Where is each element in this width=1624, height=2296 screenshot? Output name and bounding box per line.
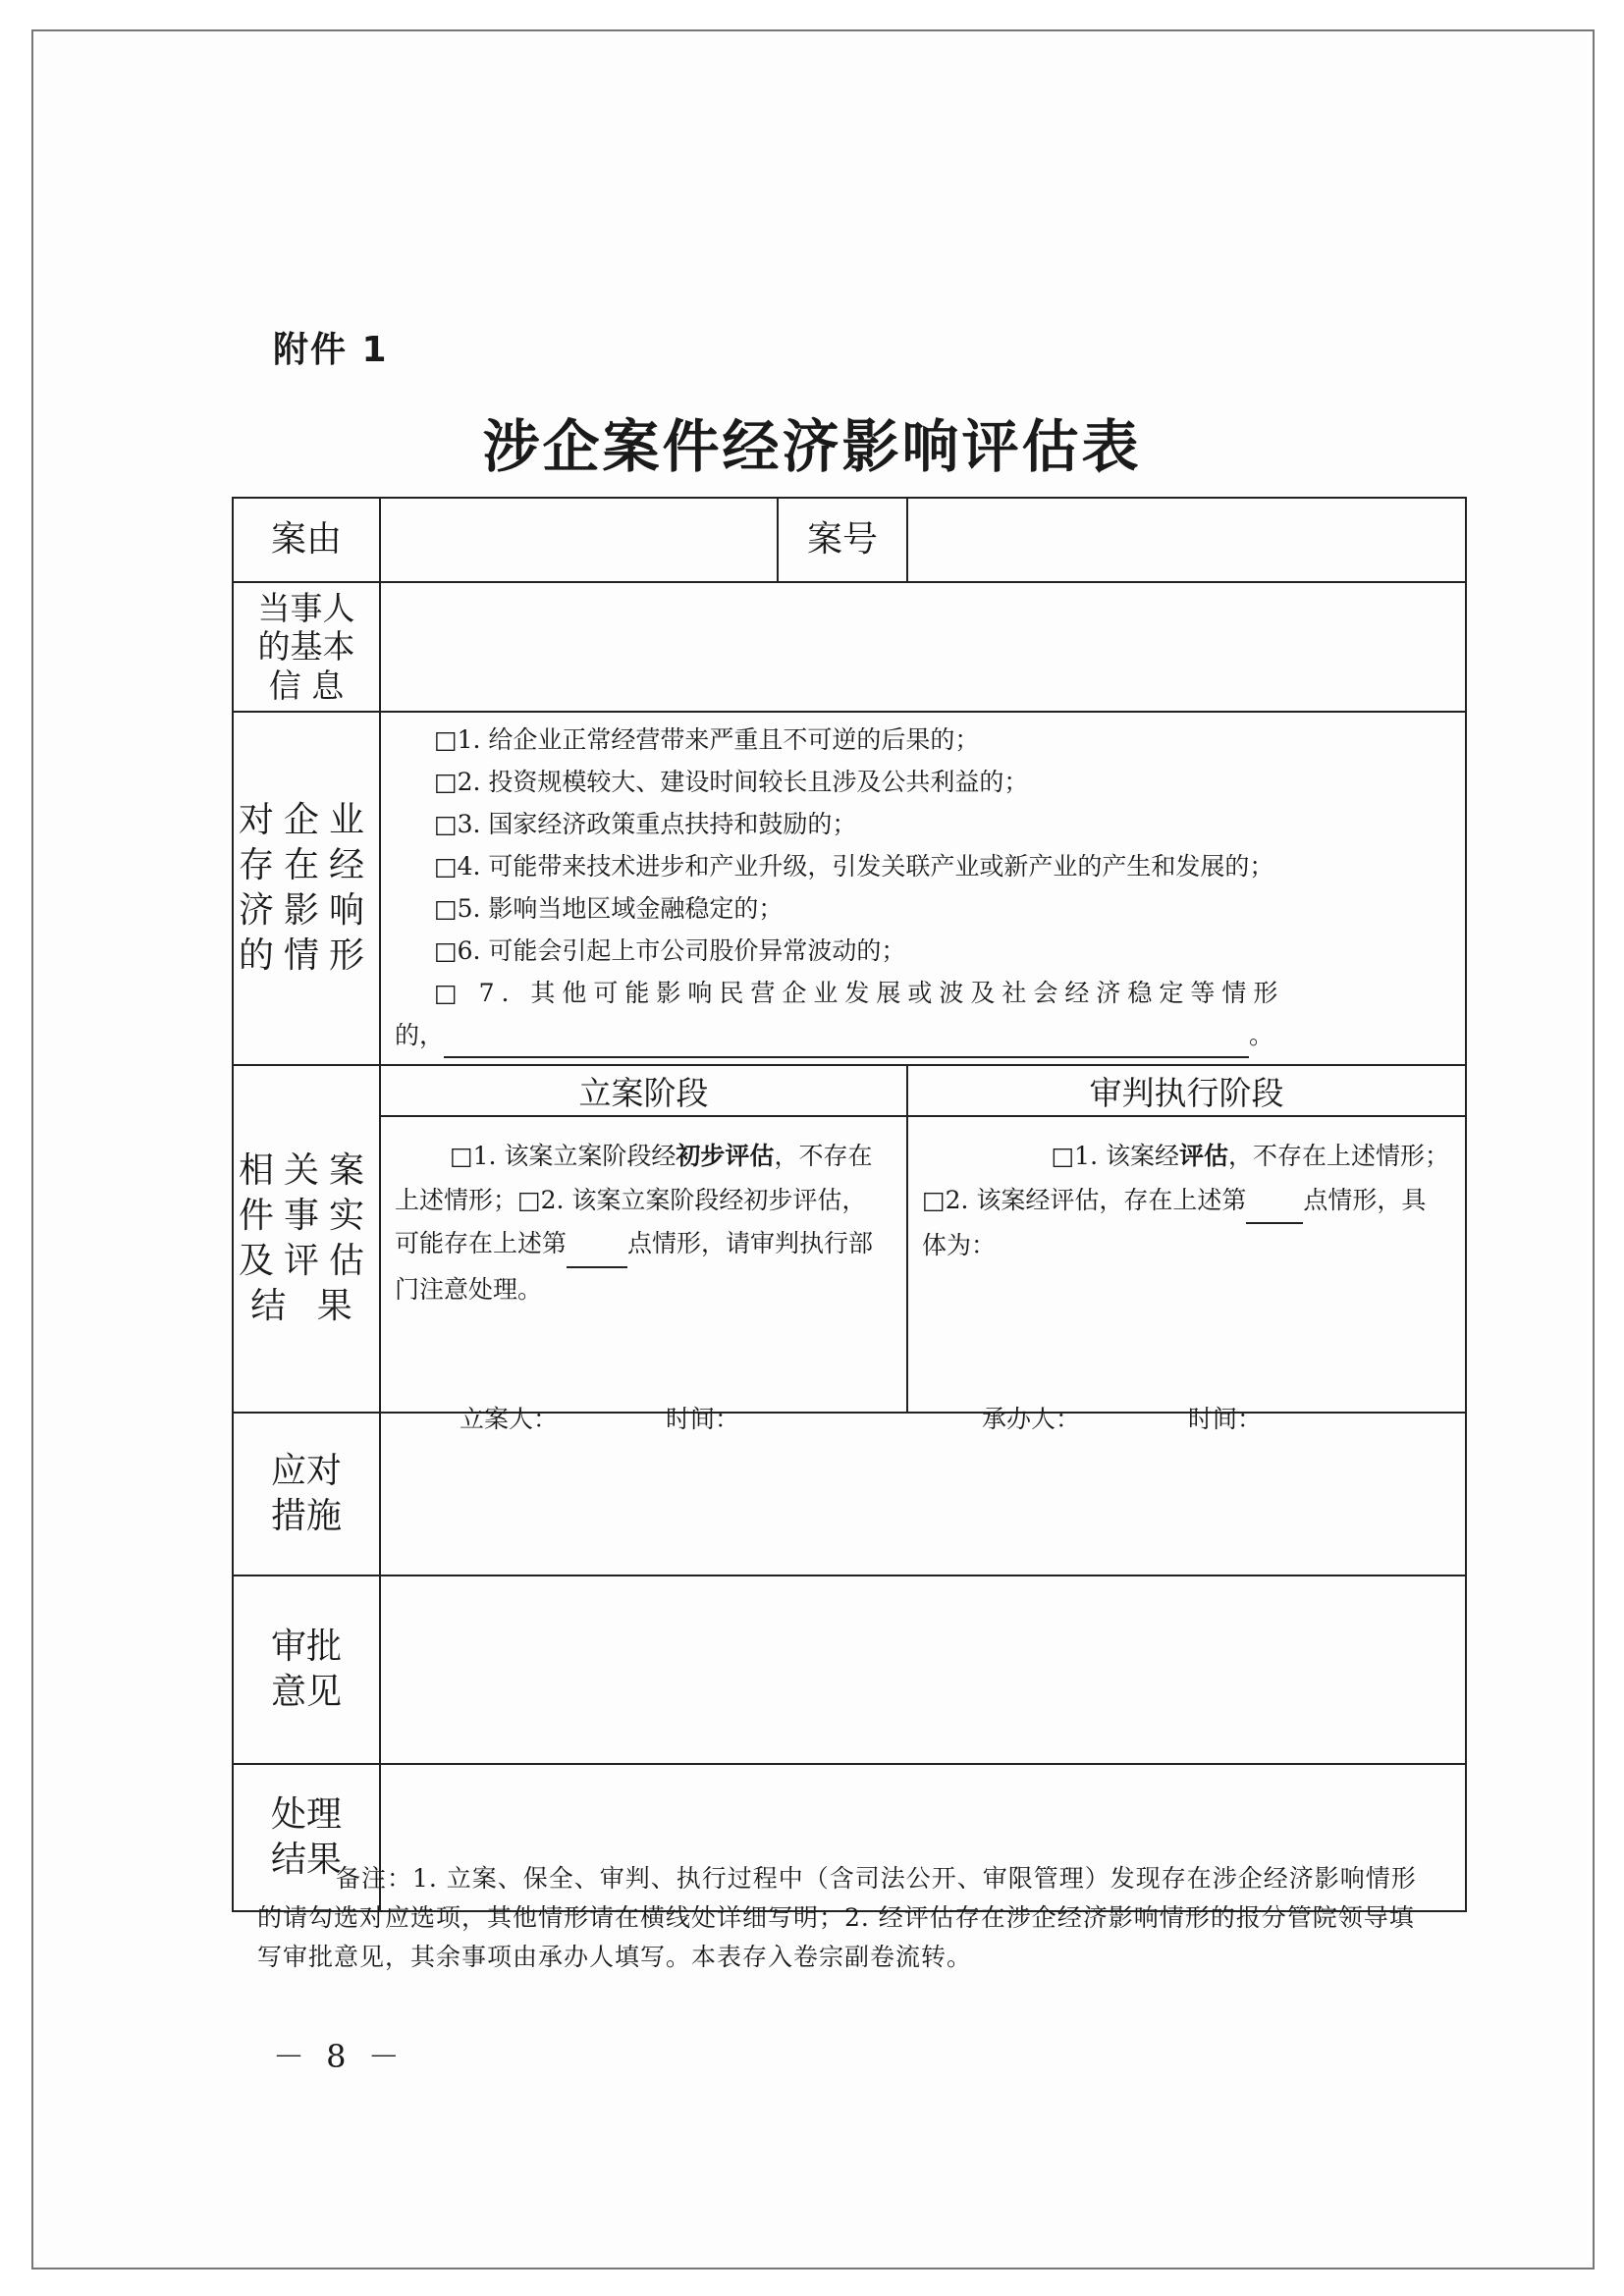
trial-stage-body	[907, 1116, 1466, 1433]
filing-time-label: 时间：	[666, 1405, 740, 1433]
impact-option-4[interactable]: □4. 可能带来技术进步和产业升级，引发关联产业或新产业的产生和发展的；	[434, 852, 1274, 881]
remarks-note: 备注：1. 立案、保全、审判、执行过程中（含司法公开、审限管理）发现存在涉企经济影响情形的请勾选对应选项，其他情形请在横线处详细写明；2. 经评估存在涉企经济影响情形的报分管院领导填写审批意见，其余事项由承办人填写。本表存入卷宗副卷流转。	[257, 1864, 1417, 1971]
impact-option-3[interactable]: □3. 国家经济政策重点扶持和鼓励的；	[434, 810, 857, 838]
impact-option-2[interactable]: □2. 投资规模较大、建设时间较长且涉及公共利益的；	[434, 768, 1029, 796]
impact-option-7[interactable]: □ 7. 其他可能影响民营企业发展或波及社会经济稳定等情形	[434, 979, 1285, 1007]
approval-label: 审批 意见	[233, 1575, 380, 1764]
row-case-basics	[233, 498, 1466, 582]
case-number-field[interactable]	[907, 498, 1466, 582]
impact-option-7-suffix: 。	[1249, 1021, 1274, 1049]
trial-option-1[interactable]: □1. 该案经评估，不存在上述情形；	[1051, 1142, 1449, 1170]
assessment-form	[232, 497, 1467, 1912]
row-impact	[233, 712, 1466, 1065]
measures-label: 应对 措施	[233, 1413, 380, 1575]
filing-point-blank[interactable]	[567, 1222, 627, 1268]
impact-option-5[interactable]: □5. 影响当地区域金融稳定的；	[434, 894, 784, 923]
page-number: － 8 －	[273, 2038, 406, 2075]
row-party-info	[233, 582, 1466, 712]
trial-option-2[interactable]: □2. 该案经评估，存在上述第 点情形，具体为：	[922, 1179, 1449, 1268]
filing-signer-label: 立案人：	[460, 1405, 559, 1433]
filing-stage-body	[380, 1116, 907, 1433]
case-cause-label: 案由	[233, 498, 380, 582]
form-title: 涉企案件经济影响评估表	[482, 413, 1142, 480]
case-number-label: 案号	[778, 498, 907, 582]
filing-stage-text: □1. 该案立案阶段经初步评估，不存在上述情形；□2. 该案立案阶段经初步评估，可能存在上述第 点情形，请审判执行部门注意处理。	[395, 1142, 874, 1304]
case-cause-field[interactable]	[380, 498, 778, 582]
impact-options	[380, 712, 1466, 1065]
impact-label: 对企业 存在经 济影响 的情形	[233, 712, 380, 1065]
trial-time-label: 时间：	[1188, 1405, 1263, 1433]
trial-point-blank[interactable]	[1246, 1179, 1303, 1225]
facts-label: 相关案 件事实 及评估 结 果	[233, 1065, 380, 1413]
row-approval	[233, 1575, 1466, 1764]
filing-stage-header: 立案阶段	[380, 1065, 907, 1116]
impact-option-7-prefix: 的，	[395, 1021, 445, 1049]
approval-field[interactable]	[380, 1575, 1466, 1764]
row-measures	[233, 1413, 1466, 1575]
trial-signer-label: 承办人：	[982, 1405, 1081, 1433]
row-stage-bodies	[233, 1116, 1466, 1413]
party-info-label: 当事人 的基本 信 息	[233, 582, 380, 712]
other-situation-blank[interactable]	[444, 1014, 1249, 1058]
party-info-field[interactable]	[380, 582, 1466, 712]
row-stage-headers	[233, 1065, 1466, 1116]
trial-stage-header: 审判执行阶段	[907, 1065, 1466, 1116]
impact-option-1[interactable]: □1. 给企业正常经营带来严重且不可逆的后果的；	[434, 725, 980, 754]
impact-option-6[interactable]: □6. 可能会引起上市公司股价异常波动的；	[434, 936, 906, 965]
annex-label: 附件 1	[273, 330, 389, 370]
result-label: 处理 结果	[233, 1764, 380, 1911]
